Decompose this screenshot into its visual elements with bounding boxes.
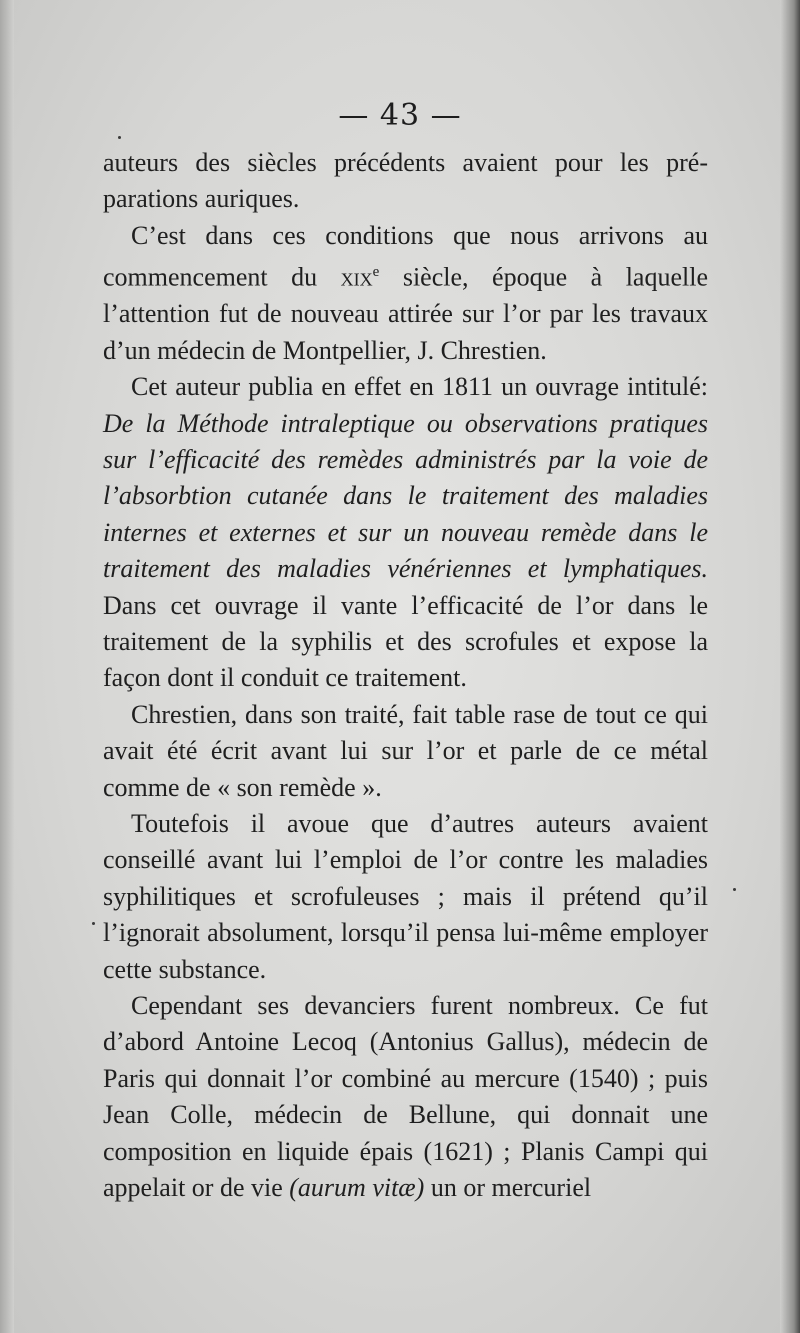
paragraph-5	[103, 806, 708, 988]
page-left-edge-shadow	[0, 0, 14, 1333]
paragraph-6-text-a: Cependant ses devanciers furent nombreux. Ce fut d’abord Antoine Lecoq (Antonius Gallus), médecin de Paris qui donnait l’or combiné au mercure (1540) ; puis Jean Colle, médecin de Bellune, qui donnait une composition en liquide épais (1621) ; Planis Campi qui appelait or de vie	[103, 991, 708, 1203]
paragraph-6-text-b: un or mercuriel	[424, 1173, 592, 1203]
scan-speck	[733, 888, 736, 891]
body-text	[103, 145, 708, 1206]
paragraph-2-text-a: C’est dans ces conditions que nous arrivons au commencement du	[103, 220, 708, 292]
paragraph-4	[103, 697, 708, 806]
paragraph-3-text-a: Cet auteur publia en effet en 1811 un ouvrage intitulé:	[131, 372, 708, 402]
paragraph-1	[103, 145, 708, 218]
paragraph-6	[103, 988, 708, 1206]
scan-speck	[92, 922, 95, 925]
paragraph-4-text: Chrestien, dans son traité, fait table rase de tout ce qui avait été écrit avant lui sur l’or et parle de ce métal comme de « son remède ».	[103, 699, 708, 802]
century-numeral: xix	[340, 262, 373, 292]
paragraph-5-text: Toutefois il avoue que d’autres auteurs avaient conseillé avant lui l’emploi de l’or contre les maladies syphilitiques et scrofuleuses ; mais il prétend qu’il l’ignorait absolument, lorsqu’il pensa lui-même employer cette substance.	[103, 808, 708, 984]
page-number: — 43 —	[338, 98, 462, 133]
book-title: De la Méthode intraleptique ou observations pratiques sur l’efficacité des remèdes administrés par la voie de l’absorbtion cutanée dans le traitement des maladies internes et externes et sur un nouveau remède dans le traitement des maladies vénériennes et lymphatiques.	[103, 408, 708, 584]
paragraph-1-text: auteurs des siècles précédents avaient pour les préparations auriques.	[103, 148, 708, 214]
paragraph-3-text-b: Dans cet ouvrage il vante l’efficacité de l’or dans le traitement de la syphilis et des scrofules et expose la façon dont il conduit ce traitement.	[103, 590, 708, 693]
latin-term: (aurum vitæ)	[289, 1173, 425, 1203]
scan-speck	[118, 136, 121, 139]
paragraph-2	[103, 218, 708, 369]
paragraph-3	[103, 369, 708, 697]
century-superscript: e	[372, 264, 380, 281]
paragraph-2-text-b: siècle, époque à laquelle l’attention fut de nouveau attirée sur l’or par les travaux d’un médecin de Montpellier, J. Chrestien.	[103, 262, 708, 365]
page-right-edge-shadow	[780, 0, 800, 1333]
